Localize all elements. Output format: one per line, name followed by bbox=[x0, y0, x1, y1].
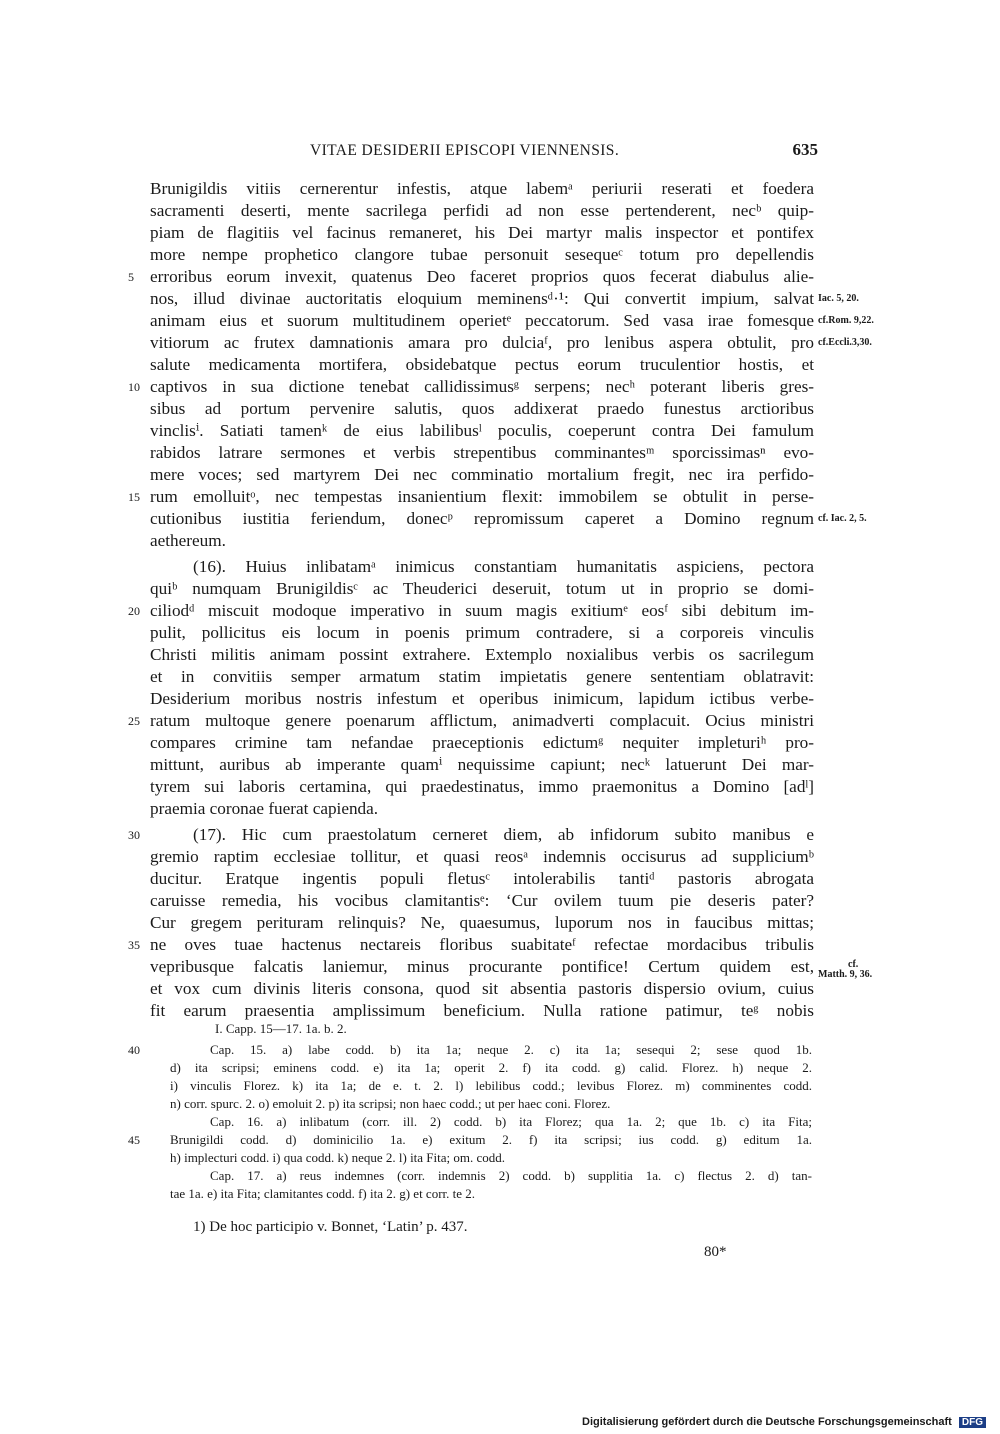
page-number: 635 bbox=[792, 140, 818, 159]
text-line: vinclisⁱ. Satiati tamenᵏ de eius labilibusˡ poculis, coeperunt contra Dei famulum bbox=[150, 421, 814, 440]
text-line: Cur gregem perituram relinquis? Ne, quaesumus, luporum nos in faucibus mittas; bbox=[150, 913, 814, 932]
text-line: gremio raptim ecclesiae tollitur, et quasi reosᵃ indemnis occisurus ad suppliciumᵇ bbox=[150, 847, 814, 866]
margin-note: cf.Eccli.3,30. bbox=[818, 337, 872, 348]
apparatus-line: i) vinculis Florez. k) ita 1a; de e. t. 2. l) lebilibus codd.; levibus Florez. m) comminentes codd. bbox=[170, 1078, 812, 1093]
text-line: ducitur. Eratque ingentis populi fletusᶜ intolerabilis tantiᵈ pastoris abrogata bbox=[150, 869, 814, 888]
text-line: ciliodᵈ miscuit modoque imperativo in suum magis exitiumᵉ eosᶠ sibi debitum im- bbox=[150, 601, 814, 620]
line-number: 30 bbox=[128, 828, 140, 842]
text-line: Brunigildis vitiis cernerentur infestis, atque labemᵃ periurii reserati et foedera bbox=[150, 179, 814, 198]
text-line: nos, illud divinae auctoritatis eloquium meminensᵈ·¹: Qui convertit impium, salvat bbox=[150, 289, 814, 308]
text-line: more nempe prophetico clangore tubae personuit sesequeᶜ totum pro depellendis bbox=[150, 245, 814, 264]
apparatus-line: Cap. 16. a) inlibatum (corr. ill. 2) codd. b) ita Florez; qua 1a. 2; que 1b. c) ita Fita; bbox=[210, 1114, 812, 1129]
dfg-logo: DFG bbox=[959, 1417, 986, 1428]
apparatus-line: tae 1a. e) ita Fita; clamitantes codd. f) ita 2. g) et corr. te 2. bbox=[170, 1186, 476, 1201]
footnote: 1) De hoc participio v. Bonnet, ‘Latin’ p. 437. bbox=[193, 1219, 468, 1235]
text-line: ratum multoque genere poenarum afflictum, animadverti complacuit. Ocius ministri bbox=[150, 711, 814, 730]
text-line: sacramenti deserti, mente sacrilega perfidi ad non esse pertenderent, necᵇ quip- bbox=[150, 201, 814, 220]
margin-note: Iac. 5, 20. bbox=[818, 293, 859, 304]
text-line: Desiderium moribus nostris infestum et operibus inimicum, lapidum ictibus verbe- bbox=[150, 689, 814, 708]
apparatus-line: Cap. 15. a) labe codd. b) ita 1a; neque 2. c) ita 1a; sesequi 2; sese quod 1b. bbox=[210, 1042, 812, 1057]
text-line: fit earum praesentia amplissimum beneficium. Nulla ratione patimur, teᵍ nobis bbox=[150, 1001, 814, 1020]
text-line: captivos in sua dictione tenebat callidissimusᵍ serpens; necʰ poterant liberis gres- bbox=[150, 377, 814, 396]
text-line: vepribusque falcatis laniemur, minus procurante pontifice! Certum quidem est, bbox=[150, 957, 814, 976]
text-line: pulit, pollicitus eis locum in poenis primum contradere, si a corporeis vinculis bbox=[150, 623, 814, 642]
text-line: et vox cum divinis literis consona, quod sit absentia pastoris dispersio ovium, cuius bbox=[150, 979, 814, 998]
text-line: animam eius et suorum multitudinem operietᵉ peccatorum. Sed vasa irae fomesque bbox=[150, 311, 814, 330]
text-line: erroribus eorum invexit, quatenus Deo faceret proprios quos fecerat diabulus alie- bbox=[150, 267, 814, 286]
text-line: mere voces; sed martyrem Dei nec comminatio mortalium fregit, nec ira perfido- bbox=[150, 465, 814, 484]
line-number: 15 bbox=[128, 490, 140, 504]
line-number: 40 bbox=[128, 1043, 140, 1057]
line-number: 10 bbox=[128, 380, 140, 394]
text-line: mittunt, auribus ab imperante quamⁱ nequissime capiunt; necᵏ latuerunt Dei mar- bbox=[150, 755, 814, 774]
running-header bbox=[150, 142, 818, 168]
line-number: 35 bbox=[128, 938, 140, 952]
apparatus-line: h) implecturi codd. i) qua codd. k) neque 2. l) ita Fita; om. codd. bbox=[170, 1150, 506, 1165]
line-number: 5 bbox=[128, 270, 134, 284]
text-line: caruisse remedia, his vocibus clamitantisᵉ: ‘Cur ovilem tuum pie deseris pater? bbox=[150, 891, 814, 910]
funding-notice bbox=[582, 1416, 986, 1428]
text-line: sibus ad portum pervenire salutis, quos addixerat praedo funestus arctioribus bbox=[150, 399, 814, 418]
apparatus-line: I. Capp. 15—17. 1a. b. 2. bbox=[215, 1021, 347, 1036]
signature-mark: 80* bbox=[704, 1244, 727, 1260]
margin-note: Matth. 9, 36. bbox=[818, 969, 873, 980]
line-number: 20 bbox=[128, 604, 140, 618]
line-number: 25 bbox=[128, 714, 140, 728]
apparatus-line: Cap. 17. a) reus indemnes (corr. indemnis 2) codd. b) supplitia 1a. c) flectus 2. d) tan- bbox=[210, 1168, 812, 1183]
text-line: (16). Huius inlibatamᵃ inimicus constantiam humanitatis aspiciens, pectora bbox=[193, 557, 814, 576]
text-line: quiᵇ numquam Brunigildisᶜ ac Theuderici deseruit, totum ut in proprio se domi- bbox=[150, 579, 814, 598]
text-line: (17). Hic cum praestolatum cerneret diem, ab infidorum subito manibus e bbox=[193, 825, 814, 844]
text-line: ne oves tuae hactenus nectareis floribus suabitateᶠ refectae mordacibus tribulis bbox=[150, 935, 814, 954]
line-number: 45 bbox=[128, 1133, 140, 1147]
apparatus-line: d) ita scripsi; eminens codd. e) ita 1a; operit 2. f) ita codd. g) calid. Florez. h) neque 2. bbox=[170, 1060, 812, 1075]
text-line: Christi militis animam possint extrahere. Extemplo noxialibus verbis os sacrilegum bbox=[150, 645, 814, 664]
text-line: aethereum. bbox=[150, 531, 226, 550]
apparatus-line: n) corr. spurc. 2. o) emoluit 2. p) ita scripsi; non haec codd.; ut per haec coni. Florez. bbox=[170, 1096, 611, 1111]
margin-note: cf. bbox=[848, 959, 859, 970]
text-line: rabidos latrare sermones et verbis strepentibus comminantesᵐ sporcissimasⁿ evo- bbox=[150, 443, 814, 462]
text-line: piam de flagitiis vel facinus remaneret, his Dei martyr malis inspector et pontifex bbox=[150, 223, 814, 242]
margin-note: cf.Rom. 9,22. bbox=[818, 315, 874, 326]
text-line: vitiorum ac frutex damnationis amara pro dulciaᶠ, pro lenibus aspera obtulit, pro bbox=[150, 333, 814, 352]
text-line: salute medicamenta mortifera, obsidebatque pectus eorum truculentior hostis, et bbox=[150, 355, 814, 374]
text-line: rum emolluitᵒ, nec tempestas insanientium flexit: immobilem se obtulit in perse- bbox=[150, 487, 814, 506]
text-line: et in convitiis semper armatum statim impietatis genere sententiam oblatravit: bbox=[150, 667, 814, 686]
apparatus-line: Brunigildi codd. d) dominicilio 1a. e) exitum 2. f) ita scripsi; ius codd. g) editum 1a. bbox=[170, 1132, 812, 1147]
margin-note: cf. Iac. 2, 5. bbox=[818, 513, 867, 524]
text-line: cutionibus iustitia feriendum, donecᵖ repromissum caperet a Domino regnum bbox=[150, 509, 814, 528]
text-line: compares crimine tam nefandae praeceptionis edictumᵍ nequiter impleturiʰ pro- bbox=[150, 733, 814, 752]
text-line: praemia coronae fuerat capienda. bbox=[150, 799, 379, 818]
running-title: VITAE DESIDERII EPISCOPI VIENNENSIS. bbox=[310, 142, 620, 159]
text-line: tyrem sui laboris certamina, qui praedestinatus, immo praemonitus a Domino [adˡ] bbox=[150, 777, 814, 796]
funding-text: Digitalisierung gefördert durch die Deutsche Forschungsgemeinschaft bbox=[582, 1416, 952, 1428]
